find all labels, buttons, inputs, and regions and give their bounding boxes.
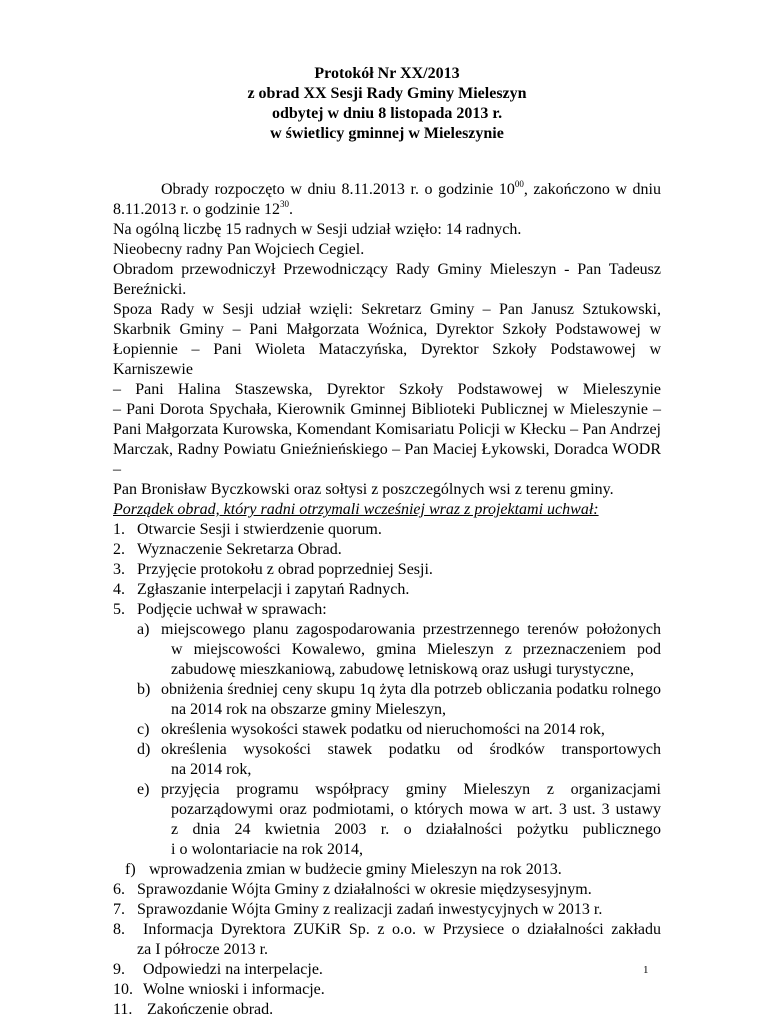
list-item: 6. Sprawozdanie Wójta Gminy z działalności w okresie międzysesyjnym. (113, 881, 592, 898)
sub-item-d: d) określenia wysokości stawek podatku od środków transportowych na 2014 rok, (137, 741, 661, 778)
list-item: 3. Przyjęcie protokołu z obrad poprzedniej Sesji. (113, 561, 433, 578)
list-item: 10. Wolne wnioski i informacje. (113, 981, 325, 998)
list-item: 5. Podjęcie uchwał w sprawach: (113, 601, 327, 618)
chair-line-cont: Bereźnicki. (113, 281, 187, 298)
list-item-cont: za I półrocze 2013 r. (137, 941, 269, 958)
page-number: 1 (643, 964, 649, 976)
sub-item-f: f) wprowadzenia zmian w budżecie gminy Mieleszyn na rok 2013. (125, 861, 562, 878)
list-item: 2. Wyznaczenie Sekretarza Obrad. (113, 541, 342, 558)
document-page (113, 64, 661, 1020)
agenda-title: Porządek obrad, który radni otrzymali wcześniej wraz z projektami uchwał: (113, 501, 599, 518)
sub-item-c: c) określenia wysokości stawek podatku od nieruchomości na 2014 rok, (137, 721, 605, 738)
chair-line: Obradom przewodniczył Przewodniczący Rady Gminy Mieleszyn - Pan Tadeusz (113, 261, 661, 278)
list-item: 8. Informacja Dyrektora ZUKiR Sp. z o.o. w Przysiece o działalności zakładu (113, 921, 661, 938)
sub-item-b: b) obniżenia średniej ceny skupu 1q żyta dla potrzeb obliczania podatku rolnego na 2014 rok na obszarze gminy Mieleszyn, (137, 681, 661, 718)
list-item: 9. Odpowiedzi na interpelacje. (113, 961, 323, 978)
heading-title: Protokół Nr XX/2013 (314, 65, 460, 82)
heading-date: odbytej w dniu 8 listopada 2013 r. (271, 105, 503, 122)
heading-subtitle: z obrad XX Sesji Rady Gminy Mieleszyn (247, 85, 527, 102)
absent-line: Nieobecny radny Pan Wojciech Cegiel. (113, 241, 365, 258)
opening-paragraph-cont: 8.11.2013 r. o godzinie $12^{30}$. (113, 199, 293, 218)
list-item: 4. Zgłaszanie interpelacji i zapytań Radnych. (113, 581, 410, 598)
attendance-line: Na ogólną liczbę 15 radnych w Sesji udział wzięło: 14 radnych. (113, 221, 522, 238)
list-item: 7. Sprawozdanie Wójta Gminy z realizacji zadań inwestycyjnych w 2013 r. (113, 901, 603, 918)
heading-place: w świetlicy gminnej w Mieleszynie (270, 125, 504, 142)
guests-paragraph: Spoza Rady w Sesji udział wzięli: Sekretarz Gminy – Pan Janusz Sztukowski, Skarbnik Gminy – Pani Małgorzata Woźnica, Dyrektor Szkoły Podstawowej w Łopiennie – Pani Wioleta Mataczyńska, Dyrektor Szkoły Podstawowej w Karniszewie – Pani Halina Staszewska, Dyrektor Szkoły Podstawowej w Mieleszynie – Pani Dorota Spychała, Kierownik Gminnej Biblioteki Publicznej w Mieleszynie – Pani Małgorzata Kurowska, Komendant Komisariatu Policji w Kłecku – Pan Andrzej Marczak, Radny Powiatu Gnieźnieńskiego – Pan Maciej Łykowski, Doradca WODR – Pan Bronisław Byczkowski oraz sołtysi z poszczególnych wsi z terenu gminy. (113, 301, 661, 498)
sub-item-a: a) miejscowego planu zagospodarowania przestrzennego terenów położonych w miejscowości Kowalewo, gmina Mieleszyn z przeznaczeniem pod zabudowę mieszkaniową, zabudowę letniskową oraz usługi turystyczne, (137, 621, 661, 678)
document-heading (113, 64, 661, 144)
list-item: 11. Zakończenie obrad. (113, 1001, 274, 1018)
opening-paragraph: Obrady rozpoczęto w dniu 8.11.2013 r. o godzinie $10^{00}$, zakończono w dniu (161, 179, 662, 198)
list-item: 1. Otwarcie Sesji i stwierdzenie quorum. (113, 521, 382, 538)
sub-item-e: e) przyjęcia programu współpracy gminy Mieleszyn z organizacjami pozarządowymi oraz podmiotami, o których mowa w art. 3 ust. 3 ustawy z dnia 24 kwietnia 2003 r. o działalności pożytku publicznego i o wolontariacie na rok 2014, (137, 781, 661, 858)
agenda-list (113, 520, 661, 1020)
